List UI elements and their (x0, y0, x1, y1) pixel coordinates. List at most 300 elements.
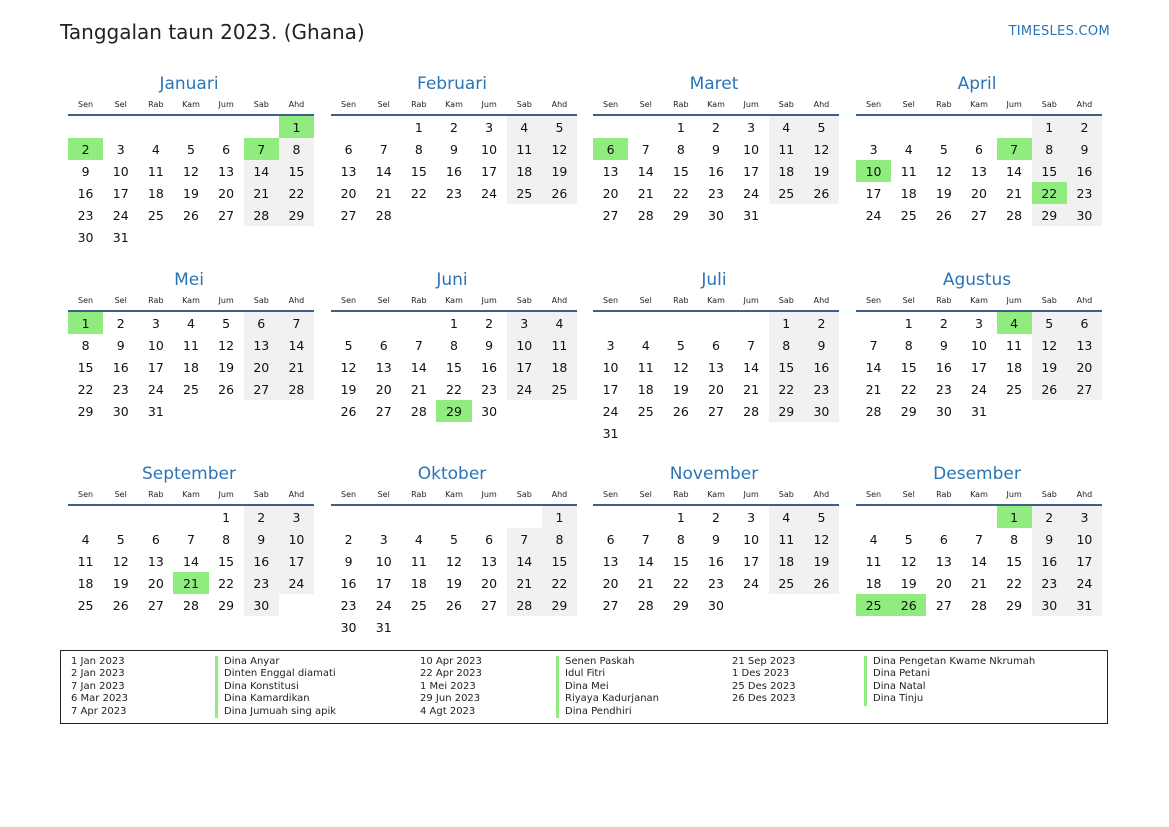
empty-cell (331, 505, 366, 528)
weekend-day-cell: 30 (1032, 594, 1067, 616)
weekend-day-cell: 8 (769, 334, 804, 356)
empty-cell (769, 594, 804, 616)
day-cell: 28 (410, 403, 427, 419)
day-cell: 12 (112, 553, 129, 569)
day-cell: 18 (900, 185, 917, 201)
weekend-day-cell: 12 (804, 528, 839, 550)
weekday-header: Sel (103, 293, 138, 311)
weekend-day-cell: 4 (507, 115, 542, 138)
weekday-header: Jum (472, 487, 507, 505)
day-cell: 16 (77, 185, 94, 201)
week-row (68, 160, 314, 182)
week-row (68, 334, 314, 356)
weekday-header: Jum (209, 97, 244, 115)
day-cell: 2 (712, 509, 720, 525)
weekday-header: Kam (173, 97, 208, 115)
week-row (331, 505, 577, 528)
day-cell: 4 (151, 141, 160, 157)
day-cell: 16 (340, 575, 357, 591)
empty-cell (891, 505, 926, 528)
weekend-day-cell: 8 (279, 138, 314, 160)
empty-cell (103, 115, 138, 138)
weekend-day-cell: 14 (507, 550, 542, 572)
day-cell: 31 (147, 403, 164, 419)
legend-names-col-3 (864, 656, 1035, 706)
month-name: November (669, 464, 759, 484)
holiday-cell: 1 (997, 505, 1032, 528)
weekday-header: Ahd (804, 487, 839, 505)
day-cell: 13 (935, 553, 952, 569)
empty-cell (244, 400, 279, 422)
day-cell: 8 (222, 531, 231, 547)
day-cell: 4 (81, 531, 90, 547)
day-cell: 12 (218, 337, 235, 353)
empty-cell (926, 505, 961, 528)
weekday-header: Ahd (1067, 97, 1102, 115)
day-cell: 20 (602, 185, 619, 201)
day-cell: 12 (340, 359, 357, 375)
weekend-day-cell: 27 (244, 378, 279, 400)
week-row (856, 334, 1102, 356)
weekday-header: Jum (734, 487, 769, 505)
day-cell: 11 (77, 553, 94, 569)
weekend-day-cell: 19 (804, 550, 839, 572)
day-cell: 20 (935, 575, 952, 591)
weekend-day-cell: 30 (244, 594, 279, 616)
month-name: Juli (701, 270, 727, 290)
week-row (331, 528, 577, 550)
day-cell: 17 (971, 359, 987, 375)
day-cell: 8 (676, 531, 685, 547)
weekday-header: Sen (593, 487, 628, 505)
week-row (68, 356, 314, 378)
day-cell: 30 (112, 403, 129, 419)
empty-cell (209, 115, 244, 138)
month-name: Februari (417, 74, 487, 94)
empty-cell (401, 204, 436, 226)
day-cell: 26 (935, 207, 952, 223)
week-row (68, 311, 314, 334)
empty-cell (507, 400, 542, 422)
weekend-day-cell: 14 (279, 334, 314, 356)
week-row (331, 334, 577, 356)
day-cell: 22 (446, 381, 462, 397)
legend-holiday-name: Dina Pendhiri (556, 706, 659, 718)
day-cell: 27 (602, 597, 619, 613)
day-cell: 6 (344, 141, 353, 157)
day-cell: 18 (637, 381, 654, 397)
day-cell: 3 (747, 119, 756, 135)
empty-cell (891, 115, 926, 138)
weekday-header: Sel (366, 487, 401, 505)
day-cell: 20 (375, 381, 392, 397)
legend-date: 22 Apr 2023 (420, 668, 482, 680)
legend-holiday-name: Dina Anyar (215, 656, 336, 668)
day-cell: 27 (147, 597, 164, 613)
week-row (68, 505, 314, 528)
day-cell: 1 (450, 315, 458, 331)
month-maret (593, 73, 839, 226)
empty-cell (663, 311, 698, 334)
day-cell: 9 (450, 141, 458, 157)
day-cell: 9 (485, 337, 494, 353)
day-cell: 9 (712, 531, 720, 547)
weekday-header: Sab (1032, 293, 1067, 311)
day-cell: 9 (116, 337, 125, 353)
empty-cell (472, 505, 507, 528)
day-cell: 20 (708, 381, 724, 397)
empty-cell (734, 422, 769, 444)
weekend-day-cell: 17 (279, 550, 314, 572)
day-cell: 15 (900, 359, 917, 375)
weekend-day-cell: 5 (542, 115, 577, 138)
day-cell: 17 (743, 163, 760, 179)
weekend-day-cell: 1 (542, 505, 577, 528)
weekend-day-cell: 22 (542, 572, 577, 594)
week-row (593, 594, 839, 616)
week-row (68, 400, 314, 422)
empty-cell (542, 616, 577, 638)
weekend-day-cell: 5 (804, 505, 839, 528)
week-row (68, 226, 314, 248)
day-cell: 17 (481, 163, 498, 179)
weekend-day-cell: 2 (244, 505, 279, 528)
day-cell: 23 (112, 381, 129, 397)
weekday-header: Rab (401, 487, 436, 505)
day-cell: 14 (1006, 163, 1023, 179)
weekend-day-cell: 20 (244, 356, 279, 378)
day-cell: 24 (865, 207, 882, 223)
month-grid (331, 487, 577, 638)
legend-dates-col-1 (71, 656, 128, 718)
weekday-header: Kam (173, 487, 208, 505)
week-row (331, 160, 577, 182)
day-cell: 25 (183, 381, 199, 397)
week-row (856, 311, 1102, 334)
weekend-day-cell: 18 (542, 356, 577, 378)
month-name: Juni (436, 270, 468, 290)
empty-cell (593, 311, 628, 334)
day-cell: 11 (865, 553, 882, 569)
weekend-day-cell: 18 (769, 160, 804, 182)
weekday-header: Sel (366, 293, 401, 311)
weekend-day-cell: 15 (279, 160, 314, 182)
day-cell: 31 (375, 619, 392, 635)
empty-cell (366, 505, 401, 528)
day-cell: 3 (151, 315, 160, 331)
weekday-header: Ahd (542, 293, 577, 311)
month-juni (331, 269, 577, 422)
weekday-header: Sel (366, 97, 401, 115)
week-row (593, 378, 839, 400)
week-row (856, 378, 1102, 400)
day-cell: 27 (935, 597, 952, 613)
empty-cell (209, 226, 244, 248)
day-cell: 17 (112, 185, 129, 201)
weekend-day-cell: 3 (507, 311, 542, 334)
day-cell: 21 (971, 575, 987, 591)
week-row (331, 115, 577, 138)
month-name: Desember (933, 464, 1021, 484)
day-cell: 19 (112, 575, 129, 591)
weekend-day-cell: 23 (244, 572, 279, 594)
day-cell: 13 (340, 163, 357, 179)
day-cell: 7 (641, 141, 650, 157)
month-name: Mei (174, 270, 204, 290)
day-cell: 21 (410, 381, 427, 397)
day-cell: 4 (904, 141, 913, 157)
day-cell: 10 (147, 337, 164, 353)
weekend-day-cell: 24 (279, 572, 314, 594)
weekend-day-cell: 29 (1032, 204, 1067, 226)
day-cell: 5 (222, 315, 231, 331)
weekend-day-cell: 26 (1032, 378, 1067, 400)
day-cell: 11 (1006, 337, 1023, 353)
day-cell: 6 (606, 531, 615, 547)
day-cell: 7 (975, 531, 983, 547)
day-cell: 30 (708, 207, 724, 223)
day-cell: 13 (375, 359, 392, 375)
week-row (856, 505, 1102, 528)
weekend-day-cell: 15 (1032, 160, 1067, 182)
day-cell: 3 (869, 141, 878, 157)
day-cell: 5 (676, 337, 685, 353)
weekday-header: Sel (103, 97, 138, 115)
day-cell: 14 (375, 163, 392, 179)
day-cell: 6 (975, 141, 983, 157)
day-cell: 20 (971, 185, 987, 201)
day-cell: 14 (637, 163, 654, 179)
day-cell: 8 (904, 337, 913, 353)
weekday-header: Ahd (1067, 293, 1102, 311)
day-cell: 30 (481, 403, 498, 419)
empty-cell (138, 115, 173, 138)
day-cell: 13 (602, 163, 619, 179)
weekday-header: Sab (769, 97, 804, 115)
weekday-header: Jum (997, 97, 1032, 115)
weekday-header: Sen (856, 97, 891, 115)
day-cell: 24 (375, 597, 392, 613)
empty-cell (173, 505, 208, 528)
day-cell: 29 (218, 597, 235, 613)
empty-cell (68, 115, 103, 138)
empty-cell (472, 204, 507, 226)
holiday-cell: 25 (856, 594, 891, 616)
day-cell: 29 (672, 207, 689, 223)
day-cell: 22 (672, 185, 689, 201)
weekend-day-cell: 19 (542, 160, 577, 182)
weekday-header: Kam (436, 293, 471, 311)
weekday-header: Sen (331, 293, 366, 311)
weekend-day-cell: 30 (1067, 204, 1102, 226)
weekend-day-cell: 25 (542, 378, 577, 400)
weekend-day-cell: 5 (1032, 311, 1067, 334)
day-cell: 3 (379, 531, 388, 547)
day-cell: 2 (712, 119, 720, 135)
week-row (331, 204, 577, 226)
empty-cell (173, 226, 208, 248)
day-cell: 19 (340, 381, 357, 397)
day-cell: 28 (865, 403, 882, 419)
empty-cell (769, 422, 804, 444)
weekday-header: Sel (891, 293, 926, 311)
weekend-day-cell: 25 (769, 572, 804, 594)
day-cell: 6 (222, 141, 231, 157)
week-row (331, 378, 577, 400)
month-grid (856, 97, 1102, 226)
week-row (68, 528, 314, 550)
day-cell: 4 (869, 531, 878, 547)
weekday-header: Sab (507, 487, 542, 505)
weekend-day-cell: 1 (769, 311, 804, 334)
empty-cell (769, 204, 804, 226)
day-cell: 28 (971, 597, 987, 613)
empty-cell (173, 400, 208, 422)
day-cell: 29 (77, 403, 94, 419)
day-cell: 6 (379, 337, 388, 353)
weekend-day-cell: 19 (1032, 356, 1067, 378)
day-cell: 22 (672, 575, 689, 591)
weekend-day-cell: 17 (1067, 550, 1102, 572)
day-cell: 22 (410, 185, 427, 201)
day-cell: 21 (637, 575, 654, 591)
day-cell: 28 (183, 597, 199, 613)
day-cell: 16 (112, 359, 129, 375)
day-cell: 21 (743, 381, 760, 397)
weekend-day-cell: 2 (804, 311, 839, 334)
day-cell: 4 (414, 531, 423, 547)
weekend-day-cell: 21 (244, 182, 279, 204)
day-cell: 2 (939, 315, 948, 331)
day-cell: 26 (672, 403, 689, 419)
week-row (68, 182, 314, 204)
empty-cell (68, 505, 103, 528)
day-cell: 8 (1010, 531, 1019, 547)
day-cell: 24 (147, 381, 164, 397)
weekend-day-cell: 17 (507, 356, 542, 378)
day-cell: 7 (414, 337, 423, 353)
week-row (331, 356, 577, 378)
weekend-day-cell: 4 (542, 311, 577, 334)
empty-cell (366, 115, 401, 138)
weekend-day-cell: 11 (769, 528, 804, 550)
week-row (593, 311, 839, 334)
day-cell: 11 (410, 553, 427, 569)
day-cell: 5 (939, 141, 948, 157)
day-cell: 28 (375, 207, 392, 223)
day-cell: 20 (340, 185, 357, 201)
week-row (593, 572, 839, 594)
empty-cell (401, 311, 436, 334)
holiday-cell: 4 (997, 311, 1032, 334)
legend-holiday-name: Dina Jumuah sing apik (215, 706, 336, 718)
day-cell: 19 (935, 185, 952, 201)
month-agustus (856, 269, 1102, 422)
legend-dates-col-2 (420, 656, 482, 718)
weekend-day-cell: 12 (1032, 334, 1067, 356)
weekend-day-cell: 21 (507, 572, 542, 594)
weekend-day-cell: 11 (507, 138, 542, 160)
day-cell: 18 (183, 359, 199, 375)
empty-cell (1067, 400, 1102, 422)
weekend-day-cell: 3 (279, 505, 314, 528)
empty-cell (209, 400, 244, 422)
day-cell: 13 (602, 553, 619, 569)
week-row (331, 182, 577, 204)
week-row (593, 505, 839, 528)
empty-cell (542, 400, 577, 422)
month-name: Agustus (942, 270, 1012, 290)
empty-cell (244, 115, 279, 138)
day-cell: 28 (637, 207, 654, 223)
legend-date: 1 Mei 2023 (420, 680, 476, 692)
day-cell: 13 (708, 359, 724, 375)
empty-cell (804, 422, 839, 444)
legend-holiday-name: Idul Fitri (556, 668, 659, 680)
empty-cell (628, 422, 663, 444)
holiday-cell: 10 (856, 160, 891, 182)
day-cell: 7 (641, 531, 650, 547)
day-cell: 10 (112, 163, 129, 179)
day-cell: 30 (77, 229, 94, 245)
day-cell: 12 (935, 163, 952, 179)
day-cell: 12 (183, 163, 199, 179)
month-april (856, 73, 1102, 226)
site-link[interactable]: TIMESLES.COM (1008, 24, 1110, 39)
legend-holiday-name: Dina Pengetan Kwame Nkrumah (864, 656, 1035, 668)
weekday-header: Rab (138, 487, 173, 505)
weekday-header: Sab (244, 487, 279, 505)
day-cell: 15 (77, 359, 94, 375)
day-cell: 25 (637, 403, 654, 419)
empty-cell (926, 115, 961, 138)
empty-cell (698, 311, 733, 334)
weekend-day-cell: 22 (769, 378, 804, 400)
weekend-day-cell: 29 (769, 400, 804, 422)
day-cell: 10 (481, 141, 498, 157)
empty-cell (401, 616, 436, 638)
legend-holiday-name: Riyaya Kadurjanan (556, 693, 659, 705)
empty-cell (628, 505, 663, 528)
month-name: Oktober (417, 464, 487, 484)
month-februari (331, 73, 577, 226)
day-cell: 4 (187, 315, 195, 331)
legend-holiday-name: Senen Paskah (556, 656, 659, 668)
day-cell: 15 (672, 163, 689, 179)
weekday-header: Kam (961, 487, 996, 505)
day-cell: 31 (743, 207, 760, 223)
legend-holiday-name: Dina Natal (864, 681, 1035, 693)
legend-date: 10 Apr 2023 (420, 656, 482, 667)
weekend-day-cell: 22 (279, 182, 314, 204)
week-row (856, 160, 1102, 182)
weekend-day-cell: 29 (542, 594, 577, 616)
empty-cell (734, 594, 769, 616)
day-cell: 23 (446, 185, 462, 201)
day-cell: 5 (344, 337, 353, 353)
day-cell: 7 (379, 141, 388, 157)
day-cell: 14 (743, 359, 760, 375)
empty-cell (507, 505, 542, 528)
month-name: Maret (689, 74, 739, 94)
weekend-day-cell: 9 (1067, 138, 1102, 160)
holiday-cell: 2 (68, 138, 103, 160)
week-row (856, 115, 1102, 138)
week-row (593, 160, 839, 182)
weekday-header: Jum (472, 97, 507, 115)
weekend-day-cell: 26 (804, 182, 839, 204)
weekday-header: Sab (244, 97, 279, 115)
